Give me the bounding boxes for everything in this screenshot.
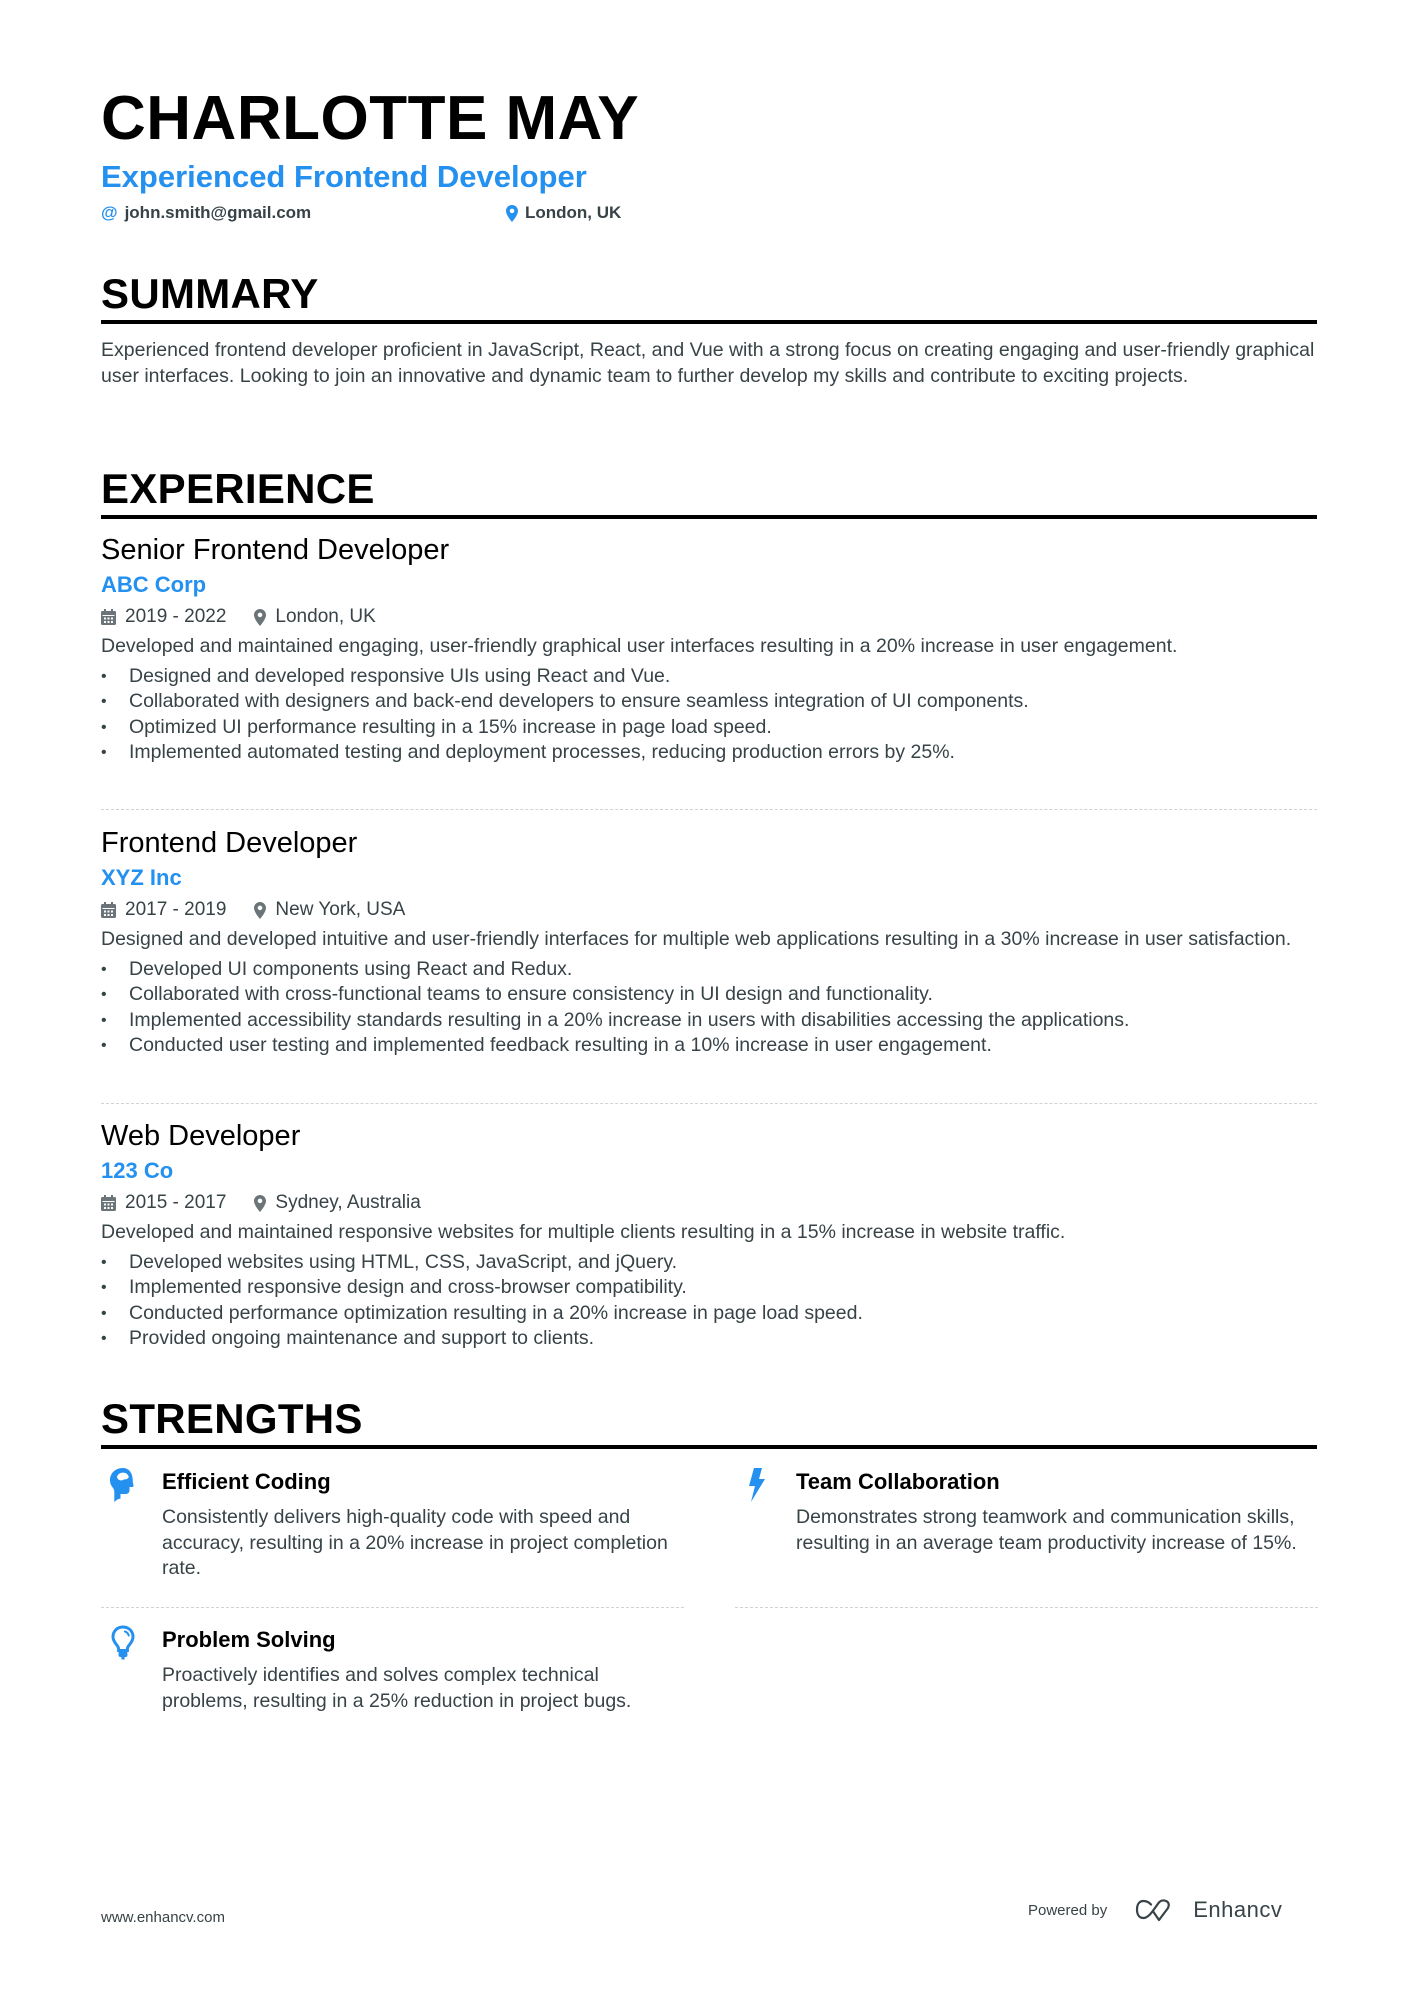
job-dates-text: 2017 - 2019 bbox=[125, 899, 227, 920]
job-title: Senior Frontend Developer bbox=[101, 534, 450, 566]
job-location-text: Sydney, Australia bbox=[275, 1192, 421, 1213]
job-meta bbox=[101, 603, 1317, 631]
job-location-text: New York, USA bbox=[275, 899, 406, 920]
bullet-item: • Developed websites using HTML, CSS, JavaScript, and jQuery. bbox=[101, 1250, 1317, 1276]
experience-entry bbox=[101, 1118, 1317, 1352]
job-dates bbox=[101, 603, 226, 631]
job-location-text: London, UK bbox=[275, 606, 376, 627]
strength-title: Problem Solving bbox=[162, 1627, 336, 1652]
strength-item bbox=[101, 1625, 661, 1745]
experience-section-header bbox=[101, 465, 1317, 519]
contact-email[interactable] bbox=[101, 203, 311, 223]
strength-divider bbox=[101, 1607, 684, 1608]
bullet-item: • Implemented accessibility standards resulting in a 20% increase in users with disabilities accessing the applications. bbox=[101, 1008, 1317, 1034]
contact-location bbox=[506, 203, 621, 223]
section-rule bbox=[101, 1445, 1317, 1449]
job-location bbox=[254, 603, 375, 631]
bullet-item: • Conducted performance optimization resulting in a 20% increase in page load speed. bbox=[101, 1301, 1317, 1327]
calendar-icon bbox=[101, 1195, 116, 1211]
strength-title: Efficient Coding bbox=[162, 1469, 331, 1494]
map-pin-icon bbox=[506, 205, 518, 222]
strengths-section-header bbox=[101, 1395, 1317, 1449]
calendar-icon bbox=[101, 902, 116, 918]
bullet-item: • Conducted user testing and implemented feedback resulting in a 10% increase in user engagement. bbox=[101, 1033, 1317, 1059]
strength-divider bbox=[735, 1607, 1318, 1608]
job-location bbox=[254, 1189, 420, 1217]
footer-website-link[interactable]: www.enhancv.com bbox=[101, 1909, 225, 1926]
job-company[interactable]: 123 Co bbox=[101, 1158, 174, 1183]
job-description: Developed and maintained engaging, user-friendly graphical user interfaces resulting in a 20% increase in user engagement. bbox=[101, 635, 1178, 657]
job-meta bbox=[101, 896, 1317, 924]
bullet-item: • Provided ongoing maintenance and support to clients. bbox=[101, 1326, 1317, 1352]
strength-item bbox=[735, 1467, 1295, 1587]
section-rule bbox=[101, 320, 1317, 324]
job-dates-text: 2015 - 2017 bbox=[125, 1192, 227, 1213]
contact-info bbox=[101, 203, 801, 225]
lightbulb-icon bbox=[107, 1625, 139, 1661]
footer-branding[interactable] bbox=[1028, 1897, 1282, 1923]
bullet-item: • Collaborated with cross-functional teams to ensure consistency in UI design and functionality. bbox=[101, 982, 1317, 1008]
job-bullets bbox=[101, 957, 1317, 1059]
job-title: Frontend Developer bbox=[101, 827, 358, 859]
summary-heading: SUMMARY bbox=[101, 270, 319, 317]
enhancv-brand-name: Enhancv bbox=[1193, 1897, 1283, 1922]
section-rule bbox=[101, 515, 1317, 519]
candidate-title: Experienced Frontend Developer bbox=[101, 159, 587, 194]
strengths-heading: STRENGTHS bbox=[101, 1395, 363, 1442]
job-dates bbox=[101, 896, 226, 924]
strength-item bbox=[101, 1467, 668, 1587]
job-description: Developed and maintained responsive websites for multiple clients resulting in a 15% increase in website traffic. bbox=[101, 1221, 1066, 1243]
summary-section-header bbox=[101, 270, 1317, 324]
strength-text: Proactively identifies and solves complex technical problems, resulting in a 25% reduction in project bugs. bbox=[162, 1664, 632, 1712]
lightning-bolt-icon bbox=[741, 1467, 773, 1503]
bullet-item: • Collaborated with designers and back-end developers to ensure seamless integration of UI components. bbox=[101, 689, 1317, 715]
head-brain-icon bbox=[107, 1467, 139, 1503]
experience-entry bbox=[101, 532, 1317, 766]
at-icon: @ bbox=[101, 203, 118, 222]
job-meta bbox=[101, 1189, 1317, 1217]
bullet-item: • Implemented responsive design and cross-browser compatibility. bbox=[101, 1275, 1317, 1301]
job-dates bbox=[101, 1189, 226, 1217]
strength-text: Consistently delivers high-quality code with speed and accuracy, resulting in a 20% increase in project completion rate. bbox=[162, 1506, 668, 1579]
job-title: Web Developer bbox=[101, 1120, 301, 1152]
email-text: john.smith@gmail.com bbox=[124, 203, 312, 222]
map-pin-icon bbox=[254, 902, 266, 919]
bullet-item: • Developed UI components using React and Redux. bbox=[101, 957, 1317, 983]
bullet-item: • Designed and developed responsive UIs using React and Vue. bbox=[101, 664, 1317, 690]
calendar-icon bbox=[101, 609, 116, 625]
job-company[interactable]: XYZ Inc bbox=[101, 865, 182, 890]
job-description: Designed and developed intuitive and user-friendly interfaces for multiple web applications resulting in a 30% increase in user satisfaction. bbox=[101, 928, 1292, 950]
experience-entry bbox=[101, 825, 1317, 1059]
candidate-name: CHARLOTTE MAY bbox=[101, 84, 640, 153]
strength-text: Demonstrates strong teamwork and communication skills, resulting in an average team productivity increase of 15%. bbox=[796, 1506, 1297, 1554]
enhancv-logo-icon bbox=[1135, 1898, 1181, 1922]
map-pin-icon bbox=[254, 609, 266, 626]
job-bullets bbox=[101, 1250, 1317, 1352]
bullet-item: • Optimized UI performance resulting in a 15% increase in page load speed. bbox=[101, 715, 1317, 741]
job-dates-text: 2019 - 2022 bbox=[125, 606, 227, 627]
experience-heading: EXPERIENCE bbox=[101, 465, 375, 512]
job-bullets bbox=[101, 664, 1317, 766]
location-text: London, UK bbox=[525, 203, 622, 222]
job-company[interactable]: ABC Corp bbox=[101, 572, 207, 597]
job-location bbox=[254, 896, 405, 924]
map-pin-icon bbox=[254, 1195, 266, 1212]
entry-divider bbox=[101, 809, 1317, 810]
powered-by-label: Powered by bbox=[1028, 1901, 1108, 1919]
strength-title: Team Collaboration bbox=[796, 1469, 1000, 1494]
bullet-item: • Implemented automated testing and deployment processes, reducing production errors by 25%. bbox=[101, 740, 1317, 766]
entry-divider bbox=[101, 1103, 1317, 1104]
summary-text: Experienced frontend developer proficient in JavaScript, React, and Vue with a strong focus on creating engaging and user-friendly graphical user interfaces. Looking to join an innovative and dynamic team to further develop my skills and contribute to exciting projects. bbox=[101, 339, 1315, 387]
